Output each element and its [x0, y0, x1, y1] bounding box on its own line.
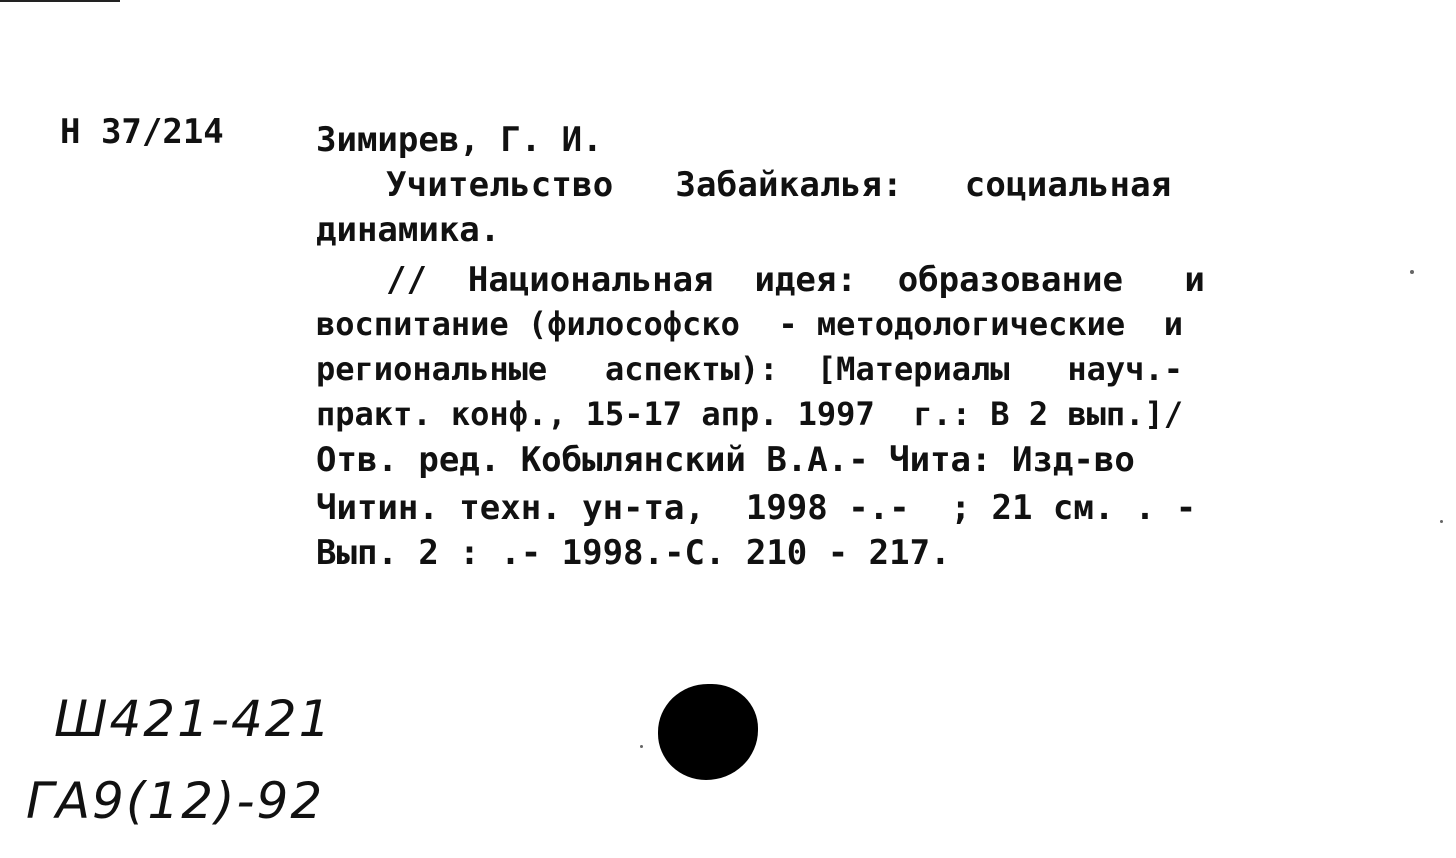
punch-hole	[658, 684, 758, 780]
source-line-5: Отв. ред. Кобылянский В.А.- Чита: Изд-во	[316, 440, 1135, 480]
source-line-4: практ. конф., 15-17 апр. 1997 г.: В 2 вып.]/	[316, 395, 1183, 433]
title-line-2: динамика.	[316, 210, 501, 250]
shelfmark: Н 37/214	[60, 112, 224, 152]
handwritten-code-2: ГА9(12)-92	[26, 772, 325, 830]
source-line-7: Вып. 2 : .- 1998.-С. 210 - 217.	[316, 533, 951, 573]
handwritten-code-1: Ш421-421	[54, 690, 333, 748]
source-line-3: региональные аспекты): [Материалы науч.-	[316, 350, 1183, 388]
source-line-2: воспитание (философско - методологические и	[316, 305, 1183, 343]
scan-speck	[640, 745, 643, 748]
scan-speck	[1440, 520, 1443, 523]
source-line-1: // Национальная идея: образование и	[386, 260, 1205, 300]
title-line-1: Учительство Забайкалья: социальная	[386, 165, 1172, 205]
top-edge-rule	[0, 0, 120, 2]
scan-speck	[1410, 270, 1414, 274]
author-line: Зимирев, Г. И.	[316, 120, 603, 160]
source-line-6: Читин. техн. ун-та, 1998 -.- ; 21 см. . -	[316, 488, 1197, 528]
